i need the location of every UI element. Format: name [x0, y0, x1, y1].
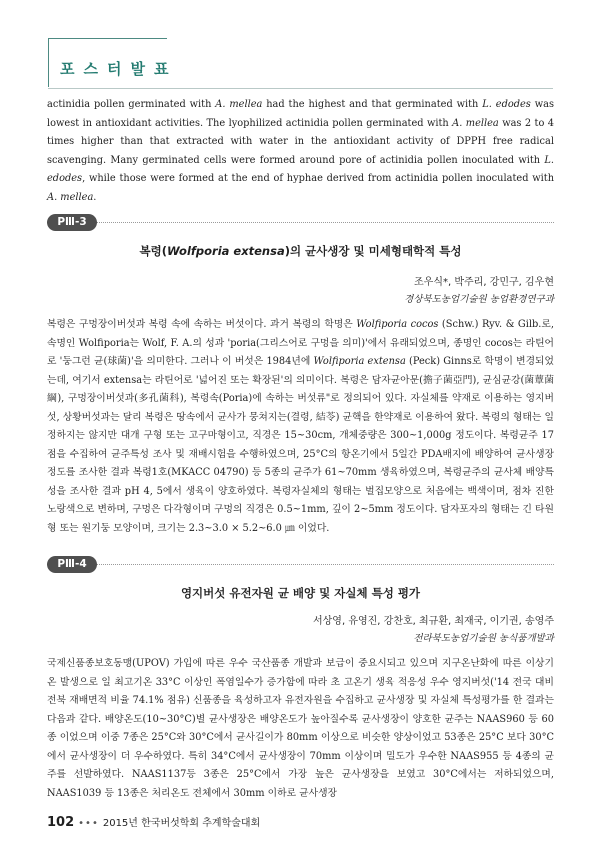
- abstract-affiliation: 경상북도농업기술원 농업환경연구과: [404, 294, 554, 305]
- text-run: .: [93, 191, 97, 203]
- text-run: (Schw.) Ryv. & Gilb.로, 속명인 Wolfiporia는 Wolf, F. A.의 성과 'poria(그리스어로 구멍을 의미)'에서 유래되었으며, 종명인 cocos는 라틴어로 '둥그런 균(球菌)'을 의미한다. 그러나 이 버섯은 1984년에: [47, 319, 554, 367]
- header-divider: [48, 88, 553, 89]
- abstract-badge: PⅢ-4: [47, 556, 97, 573]
- abstract-affiliation: 전라북도농업기술원 농식품개발과: [413, 633, 554, 644]
- abstract-body: [47, 655, 554, 803]
- text-run: (Peck) Ginns로 학명이 변경되었는데, 여기서 extensa는 라틴어로 '넓어진 또는 확장된'의 의미이다. 복령은 담자균아문(擔子菌亞門), 균심균강(菌蕈菌綱), 구멍장이버섯과(多孔菌科), 복령속(Poria)에 속하는 버섯류"로 정의되어 있다. 자실체를 약재로 이용하는 영지버섯, 상황버섯과는 달리 복령은 땅속에서 균사가 뭉쳐지는(결령, 結苓) 균핵을 한약재로 이용하여 왔다. 복령의 형태는 일정하지는 않지만 대개 구형 또는 고구마형이고, 직경은 15~30cm, 개체중량은 300~1,000g 정도이다. 복령균주 17점을 수집하여 균주특성 조사 및 재배시험을 수행하였으며, 25°C의 항온기에서 5일간 PDA배지에 배양하여 균사생장 정도를 조사한 결과 복령1호(MKACC 04790) 등 5종의 균주가 61~70mm 생육하였으며, 복령균주의 균사체 배양특성을 조사한 결과 pH 4, 5에서 생육이 양호하였다. 복령자실체의 형태는 벌집모양으로 처음에는 백색이며, 점차 진한 노랑색으로 변하며, 구멍은 다각형이며 구멍의 직경은 0.5~1mm, 깊이 2~5mm 정도이다. 담자포자의 형태는 긴 타원형 또는 원기둥 모양이며, 크기는 2.3~3.0 × 5.2~6.0 ㎛ 이었다.: [47, 356, 554, 534]
- abstract-authors: 조우식*, 박주리, 강민구, 김우현: [414, 277, 554, 288]
- title-run: 영지버섯 유전자원 균 배양 및 자실체 특성 평가: [180, 586, 421, 600]
- section-header-title: 포스터발표: [60, 60, 178, 78]
- section-divider: [47, 564, 554, 566]
- footer-dots: •••: [78, 818, 99, 829]
- species-name: A. mellea: [215, 99, 263, 110]
- abstract-title: [47, 243, 554, 259]
- intro-paragraph: [47, 96, 554, 207]
- section-divider: [47, 222, 554, 224]
- species-name: L. edodes: [47, 154, 554, 184]
- abstract-body: [47, 316, 554, 538]
- title-run: 복령(: [139, 244, 167, 258]
- text-run: was lowest in antioxidant activities. The lyophilized actinidia pollen germinated with: [47, 99, 554, 129]
- abstract-title: [47, 585, 554, 601]
- page-number: 102: [47, 815, 75, 830]
- abstract-authors: 서상영, 유영진, 강찬호, 최규환, 최재국, 이기권, 송영주: [312, 616, 554, 627]
- species-name: Wolfporia extensa: [166, 244, 285, 258]
- text-run: actinidia pollen germinated with: [47, 99, 216, 110]
- species-name: A. mellea: [452, 117, 499, 129]
- text-run: , while those were formed at the end of hyphae derived from actinidia pollen inoculated with: [82, 173, 554, 184]
- text-run: 복령은 구멍장이버섯과 복령 속에 속하는 버섯이다. 과거 복령의 학명은: [47, 319, 357, 330]
- text-run: had the highest and that germinated with: [262, 99, 483, 110]
- text-run: was 2 to 4 times higher than that extracted with water in the antioxidant activity of DPPH free radical scavenging. Many germinated cells were formed around pore of actinidia pollen inoculated with: [47, 117, 555, 166]
- text-run: 국제신품종보호동맹(UPOV) 가입에 따른 우수 국산품종 개발과 보급이 중요시되고 있으며 지구온난화에 따른 이상기온 발생으로 일 최고기온 33°C 이상인 폭염일수가 증가함에 따라 초 고온기 생육 적응성 우수 영지버섯('14 전국 대비 전북 재배면적 비율 74.1% 점유) 신품종을 육성하고자 유전자원을 수집하고 균사생장 및 자실체 특성평가를 한 결과는 다음과 같다. 배양온도(10~30°C)별 균사생장은 배양온도가 높아질수록 균사생장이 양호한 균주는 NAAS960 등 60종 이었으며 이중 7종은 25°C와 30°C에서 균사길이가 80mm 이상으로 비슷한 양상이었고 53종은 25°C 보다 30°C에서 균사생장이 더 우수하였다. 특히 34°C에서 균사생장이 70mm 이상이며 밀도가 우수한 NAAS955 등 4종의 균주를 선발하였다. NAAS1137등 3종은 25°C에서 가장 높은 균사생장을 보였고 30°C에서는 저하되었으며, NAAS1039 등 13종은 처리온도 전체에서 30mm 이하로 균사생장: [47, 658, 554, 799]
- species-name: Wolfiporia extensa: [313, 356, 406, 367]
- species-name: A. mellea: [47, 191, 94, 203]
- species-name: Wolfiporia cocos: [356, 319, 439, 330]
- title-run: )의 균사생장 및 미세형태학적 특성: [284, 244, 462, 258]
- page-footer: [47, 814, 260, 830]
- species-name: L. edodes: [482, 99, 531, 110]
- conference-name: 2015년 한국버섯학회 추계학술대회: [102, 818, 261, 829]
- abstract-badge: PⅢ-3: [47, 214, 97, 231]
